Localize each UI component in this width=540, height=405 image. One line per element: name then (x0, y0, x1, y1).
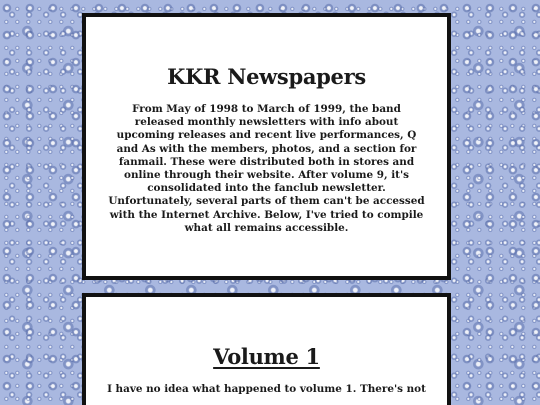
volume-1-card (82, 293, 451, 405)
intro-paragraph: From May of 1998 to March of 1999, the band released monthly newsletters with info about upcoming releases and recent live performances, Q and As with the members, photos, and a section for fanmail. These were distributed both in stores and online through their website. After volume 9, it's consolidated into the fanclub newsletter. Unfortunately, several parts of them can't be accessed with the Internet Archive. Below, I've tried to compile what all remains accessible. (108, 103, 425, 234)
page-title: KKR Newspapers (167, 64, 366, 89)
intro-card (82, 13, 451, 280)
volume-1-heading: Volume 1 (213, 344, 320, 369)
volume-1-paragraph: I have no idea what happened to volume 1. There's not (107, 383, 426, 395)
